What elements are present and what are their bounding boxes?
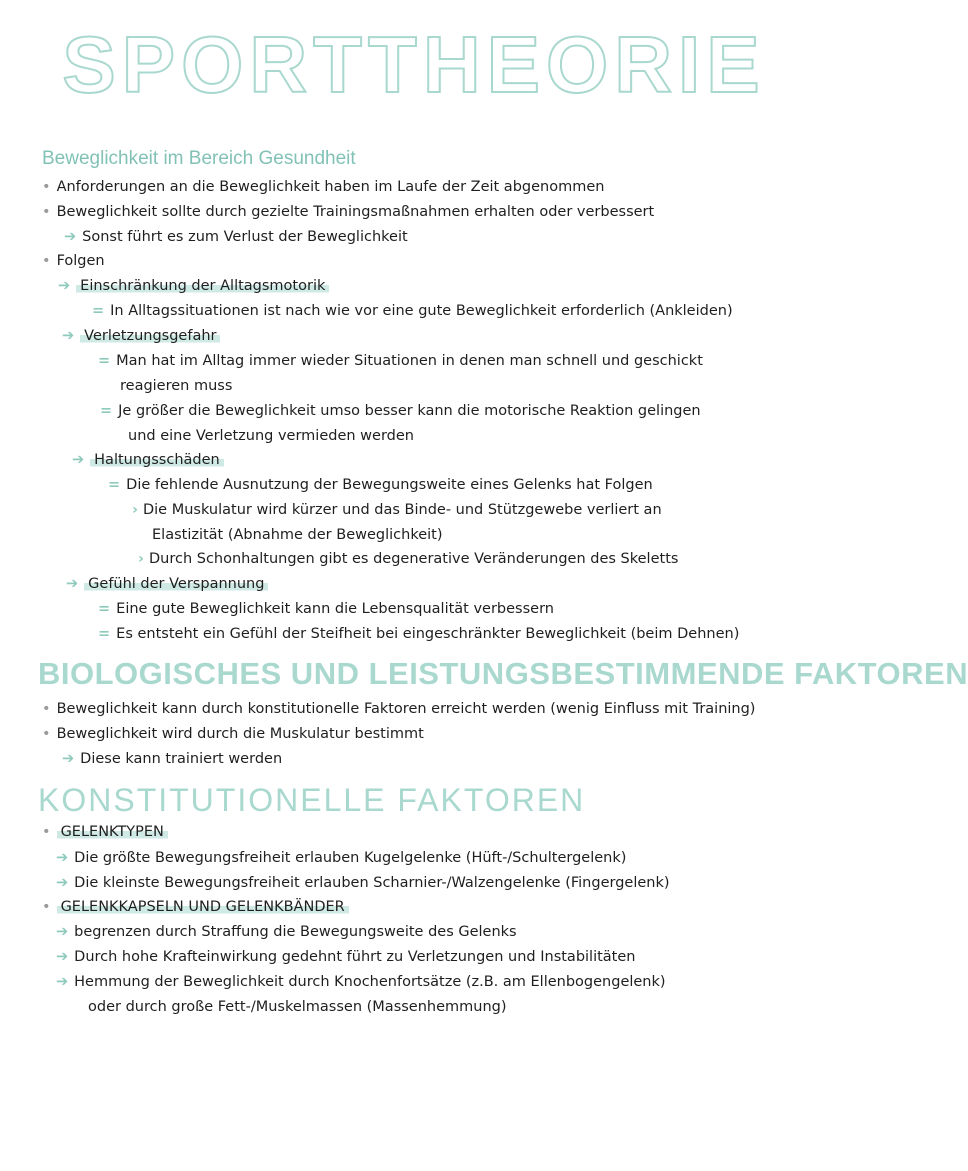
bullet-icon: • (42, 204, 51, 220)
list-item (62, 326, 220, 346)
list-item: › Durch Schonhaltungen gibt es degenerative Veränderungen des Skeletts (138, 551, 679, 567)
list-item: ➔ Durch hohe Krafteinwirkung gedehnt führt zu Verletzungen und Instabilitäten (56, 949, 636, 965)
bullet-icon: • (42, 179, 51, 195)
bullet-icon: • (42, 253, 51, 269)
list-item: ➔ Sonst führt es zum Verlust der Beweglichkeit (64, 229, 408, 245)
highlighted-subheading: Gefühl der Verspannung (84, 576, 268, 592)
equals-icon: = (98, 626, 111, 642)
bullet-icon: • (42, 824, 51, 840)
highlighted-subheading: Einschränkung der Alltagsmotorik (76, 278, 329, 294)
arrow-right-icon: ➔ (56, 875, 69, 891)
list-item-continuation: und eine Verletzung vermieden werden (128, 428, 414, 444)
section-heading-konstitutionell: KONSTITUTIONELLE FAKTOREN (38, 782, 586, 818)
list-item: ➔ Die größte Bewegungsfreiheit erlauben Kugelgelenke (Hüft-/Schultergelenk) (56, 850, 627, 866)
page-title: SPORTTHEORIE (62, 20, 766, 109)
list-item: = Eine gute Beweglichkeit kann die Lebensqualität verbessern (98, 601, 554, 617)
highlighted-subheading: GELENKTYPEN (57, 824, 168, 840)
list-item: › Die Muskulatur wird kürzer und das Binde- und Stützgewebe verliert an (132, 502, 662, 518)
list-item: ➔ Die kleinste Bewegungsfreiheit erlauben Scharnier-/Walzengelenke (Fingergelenk) (56, 875, 670, 891)
arrow-right-icon: ➔ (58, 278, 71, 294)
highlighted-subheading: Verletzungsgefahr (80, 328, 220, 344)
list-item-continuation: oder durch große Fett-/Muskelmassen (Massenhemmung) (88, 999, 507, 1015)
arrow-right-icon: ➔ (66, 576, 79, 592)
highlighted-subheading: Haltungsschäden (90, 452, 224, 468)
arrow-right-icon: ➔ (56, 850, 69, 866)
arrow-right-icon: ➔ (56, 974, 69, 990)
list-item: ➔ Diese kann trainiert werden (62, 751, 283, 767)
bullet-icon: • (42, 899, 51, 915)
arrow-right-icon: ➔ (72, 452, 85, 468)
equals-icon: = (108, 477, 121, 493)
arrow-right-icon: ➔ (62, 751, 75, 767)
arrow-right-icon: ➔ (56, 924, 69, 940)
bullet-icon: • (42, 701, 51, 717)
arrow-right-icon: ➔ (62, 328, 75, 344)
equals-icon: = (98, 601, 111, 617)
section-heading-faktoren: BIOLOGISCHES UND LEISTUNGSBESTIMMENDE FAKTOREN (38, 656, 968, 691)
chevron-right-icon: › (138, 551, 144, 567)
equals-icon: = (100, 403, 113, 419)
bullet-icon: • (42, 726, 51, 742)
list-item (42, 897, 349, 917)
list-item-continuation: reagieren muss (120, 378, 233, 394)
arrow-right-icon: ➔ (56, 949, 69, 965)
list-item (58, 276, 329, 296)
list-item: ➔ begrenzen durch Straffung die Bewegungsweite des Gelenks (56, 924, 517, 940)
list-item (42, 822, 168, 842)
list-item: = Es entsteht ein Gefühl der Steifheit bei eingeschränkter Beweglichkeit (beim Dehnen) (98, 626, 740, 642)
list-item (66, 574, 268, 594)
list-item: = Man hat im Alltag immer wieder Situationen in denen man schnell und geschickt (98, 353, 703, 369)
section-heading-gesundheit: Beweglichkeit im Bereich Gesundheit (42, 148, 356, 169)
list-item: = Die fehlende Ausnutzung der Bewegungsweite eines Gelenks hat Folgen (108, 477, 653, 493)
list-item: • Folgen (42, 253, 105, 269)
chevron-right-icon: › (132, 502, 138, 518)
highlighted-subheading: GELENKKAPSELN UND GELENKBÄNDER (57, 899, 349, 915)
list-item: • Beweglichkeit sollte durch gezielte Trainingsmaßnahmen erhalten oder verbessert (42, 204, 655, 220)
list-item: • Beweglichkeit wird durch die Muskulatur bestimmt (42, 726, 424, 742)
equals-icon: = (92, 303, 105, 319)
list-item: = In Alltagssituationen ist nach wie vor eine gute Beweglichkeit erforderlich (Ankleiden) (92, 303, 733, 319)
list-item: • Anforderungen an die Beweglichkeit haben im Laufe der Zeit abgenommen (42, 179, 605, 195)
list-item (72, 450, 224, 470)
list-item: = Je größer die Beweglichkeit umso besser kann die motorische Reaktion gelingen (100, 403, 701, 419)
equals-icon: = (98, 353, 111, 369)
arrow-right-icon: ➔ (64, 229, 77, 245)
list-item: • Beweglichkeit kann durch konstitutionelle Faktoren erreicht werden (wenig Einfluss mit Training) (42, 701, 756, 717)
list-item-continuation: Elastizität (Abnahme der Beweglichkeit) (152, 527, 443, 543)
list-item: ➔ Hemmung der Beweglichkeit durch Knochenfortsätze (z.B. am Ellenbogengelenk) (56, 974, 666, 990)
